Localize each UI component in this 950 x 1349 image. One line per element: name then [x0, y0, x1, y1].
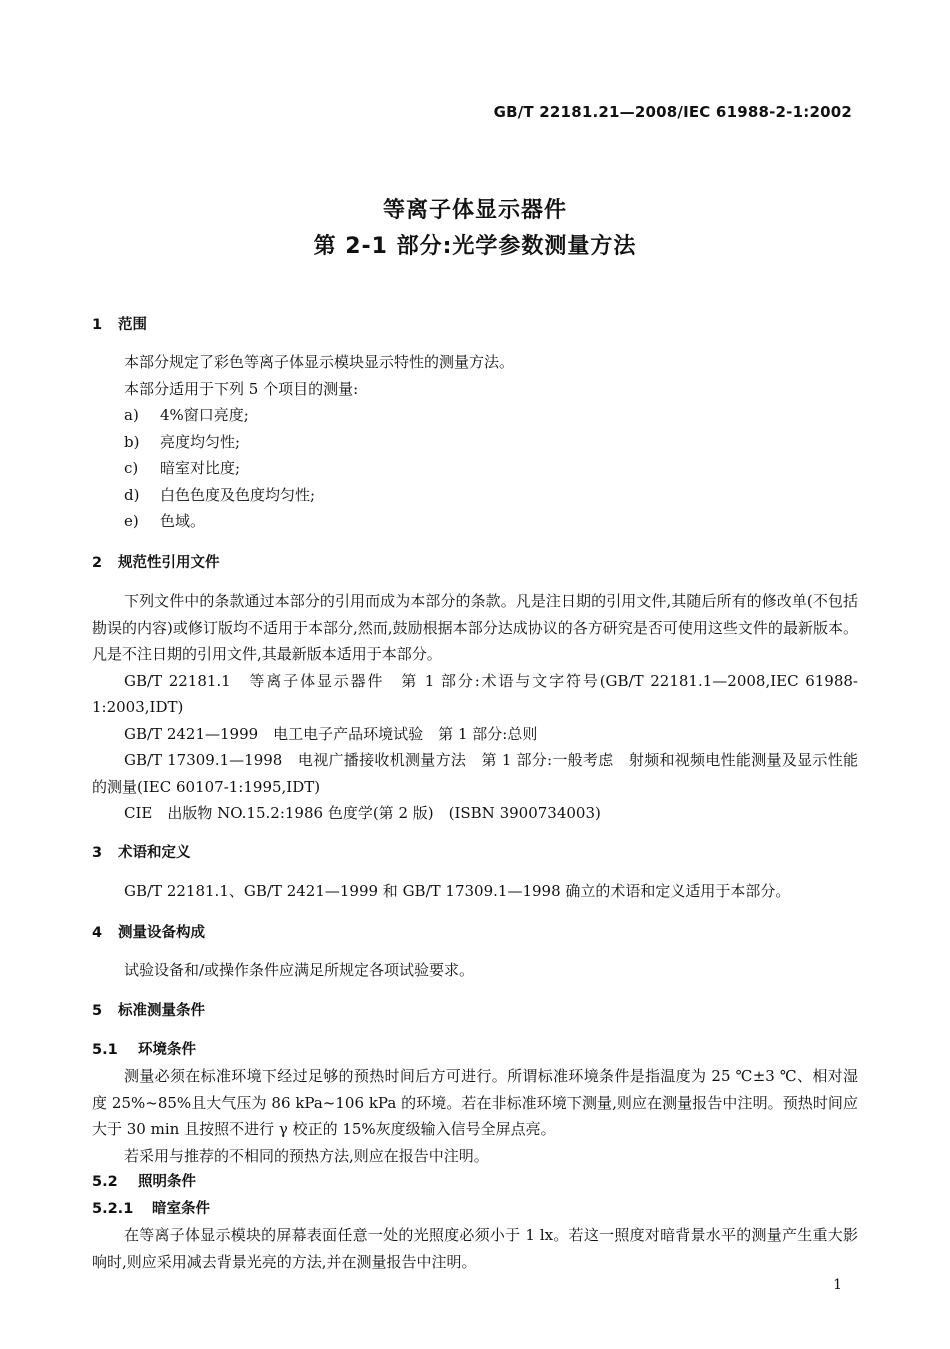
section-title: 规范性引用文件	[118, 555, 220, 571]
section-2-body	[92, 588, 858, 827]
list-marker: b)	[124, 432, 140, 451]
paragraph: 下列文件中的条款通过本部分的引用而成为本部分的条款。凡是注日期的引用文件,其随后所有的修改单(不包括勘误的内容)或修订版均不适用于本部分,然而,鼓励根据本部分达成协议的各方研究是否可使用这些文件的最新版本。凡是不注日期的引用文件,其最新版本适用于本部分。	[92, 592, 858, 663]
section-5-2-1-heading	[92, 1196, 858, 1223]
list-item	[92, 455, 858, 482]
list-text: 4%窗口亮度;	[160, 406, 249, 424]
section-number: 5.2	[92, 1174, 118, 1190]
reference-item: CIE 出版物 NO.15.2:1986 色度学(第 2 版) (ISBN 3900734003)	[124, 804, 601, 822]
list-text: 暗室对比度;	[160, 459, 241, 477]
section-number: 3	[92, 845, 103, 861]
list-marker: a)	[124, 406, 139, 424]
section-title: 术语和定义	[118, 845, 191, 861]
paragraph: 本部分规定了彩色等离子体显示模块显示特性的测量方法。	[124, 353, 515, 371]
list-item	[92, 402, 858, 429]
section-3-heading	[92, 840, 858, 867]
section-5-1-heading	[92, 1037, 858, 1064]
section-title: 测量设备构成	[118, 925, 205, 941]
paragraph: 本部分适用于下列 5 个项目的测量:	[124, 379, 359, 398]
section-title: 照明条件	[138, 1174, 196, 1190]
section-5-2-heading	[92, 1169, 858, 1196]
document-subtitle: 第 2-1 部分:光学参数测量方法	[313, 234, 637, 259]
section-1-body	[92, 349, 858, 535]
list-text: 亮度均匀性;	[160, 432, 241, 451]
section-5-1-body	[92, 1063, 858, 1169]
section-2-heading	[92, 550, 858, 577]
reference-item: GB/T 2421—1999 电工电子产品环境试验 第 1 部分:总则	[124, 724, 538, 743]
page-number: 1	[833, 1277, 842, 1293]
section-number: 5	[92, 1003, 103, 1019]
section-title: 标准测量条件	[118, 1003, 205, 1019]
list-text: 白色色度及色度均匀性;	[160, 485, 316, 504]
section-number: 1	[92, 317, 103, 333]
list-item	[92, 482, 858, 509]
section-title: 环境条件	[138, 1042, 196, 1058]
section-number: 5.1	[92, 1042, 118, 1058]
section-title: 暗室条件	[152, 1201, 210, 1217]
section-1-heading	[92, 312, 858, 339]
section-5-heading	[92, 998, 858, 1025]
reference-item: GB/T 22181.1 等离子体显示器件 第 1 部分:术语与文字符号(GB/T 22181.1—2008,IEC 61988-1:2003,IDT)	[92, 671, 858, 716]
paragraph: 在等离子体显示模块的屏幕表面任意一处的光照度必须小于 1 lx。若这一照度对暗背景水平的测量产生重大影响时,则应采用减去背景光亮的方法,并在测量报告中注明。	[92, 1226, 858, 1271]
section-number: 5.2.1	[92, 1201, 134, 1217]
list-marker: c)	[124, 459, 139, 477]
section-4-heading	[92, 920, 858, 947]
paragraph: 测量必须在标准环境下经过足够的预热时间后方可进行。所谓标准环境条件是指温度为 25 ℃±3 ℃、相对湿度 25%~85%且大气压为 86 kPa~106 kPa 的环境。若在非标准环境下测量,则应在测量报告中注明。预热时间应大于 30 min 且按照不进行 γ 校正的 15%灰度级输入信号全屏点亮。	[92, 1067, 858, 1138]
section-4-body	[92, 957, 858, 984]
list-marker: d)	[124, 485, 140, 504]
paragraph: 若采用与推荐的不相同的预热方法,则应在报告中注明。	[124, 1146, 489, 1165]
list-marker: e)	[124, 512, 139, 530]
document-title: 等离子体显示器件	[382, 198, 567, 223]
reference-item: GB/T 17309.1—1998 电视广播接收机测量方法 第 1 部分:一般考虑 射频和视频电性能测量及显示性能的测量(IEC 60107-1:1995,IDT)	[92, 751, 858, 796]
section-number: 4	[92, 925, 103, 941]
section-title: 范围	[118, 317, 147, 333]
standard-code: GB/T 22181.21—2008/IEC 61988-2-1:2002	[493, 103, 852, 121]
section-5-2-1-body	[92, 1222, 858, 1275]
section-number: 2	[92, 555, 103, 571]
list-item	[92, 429, 858, 456]
paragraph: 试验设备和/或操作条件应满足所规定各项试验要求。	[124, 961, 475, 979]
list-item	[92, 508, 858, 535]
paragraph: GB/T 22181.1、GB/T 2421—1999 和 GB/T 17309.1—1998 确立的术语和定义适用于本部分。	[124, 882, 791, 900]
section-3-body	[92, 878, 858, 905]
list-text: 色域。	[160, 512, 206, 530]
